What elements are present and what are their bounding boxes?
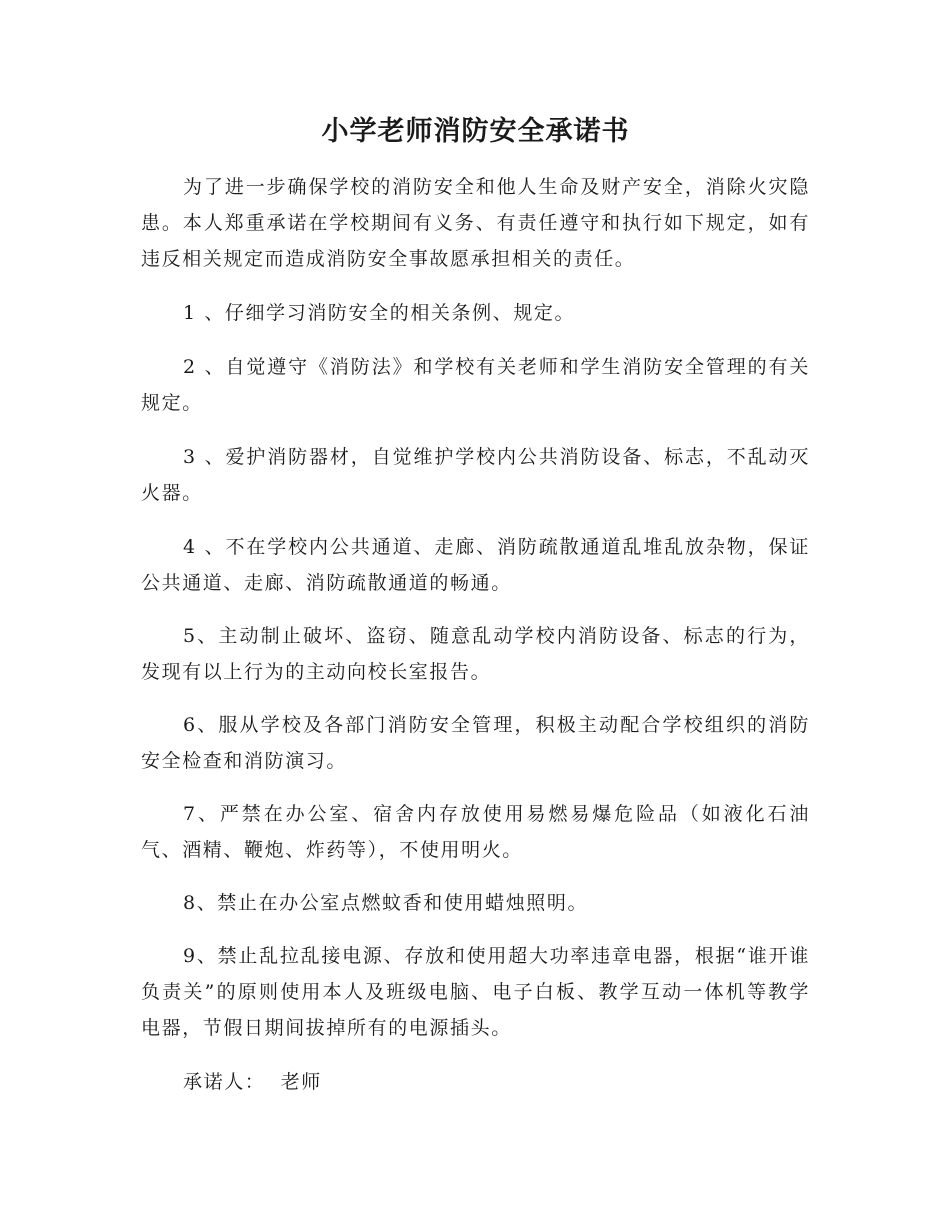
rule-item-7: 7、严禁在办公室、宿舍内存放使用易燃易爆危险品（如液化石油气、酒精、鞭炮、炸药等），不使用明火。: [141, 803, 810, 861]
signature-line: 承诺人： 老师: [183, 1071, 322, 1093]
rule-item-2: 2 、自觉遵守《消防法》和学校有关老师和学生消防安全管理的有关规定。: [141, 356, 810, 414]
rule-item-1: 1 、仔细学习消防安全的相关条例、规定。: [183, 302, 576, 324]
rule-item-8: 8、禁止在办公室点燃蚊香和使用蜡烛照明。: [183, 892, 589, 914]
rule-item-5: 5、主动制止破坏、盗窃、随意乱动学校内消防设备、标志的行为，发现有以上行为的主动向校长室报告。: [141, 625, 810, 683]
intro-paragraph: 为了进一步确保学校的消防安全和他人生命及财产安全，消除火灾隐患。本人郑重承诺在学校期间有义务、有责任遵守和执行如下规定，如有违反相关规定而造成消防安全事故愿承担相关的责任。: [141, 176, 810, 270]
document-title: 小学老师消防安全承诺书: [321, 116, 630, 147]
rule-item-4: 4 、不在学校内公共通道、走廊、消防疏散通道乱堆乱放杂物，保证公共通道、走廊、消防疏散通道的畅通。: [141, 536, 810, 594]
rule-item-9: 9、禁止乱拉乱接电源、存放和使用超大功率违章电器，根据“谁开谁负责关”的原则使用本人及班级电脑、电子白板、教学互动一体机等教学电器，节假日期间拔掉所有的电源插头。: [141, 945, 810, 1039]
rule-item-6: 6、服从学校及各部门消防安全管理，积极主动配合学校组织的消防安全检查和消防演习。: [141, 714, 810, 772]
rule-item-3: 3 、爱护消防器材，自觉维护学校内公共消防设备、标志，不乱动灭火器。: [141, 446, 810, 504]
